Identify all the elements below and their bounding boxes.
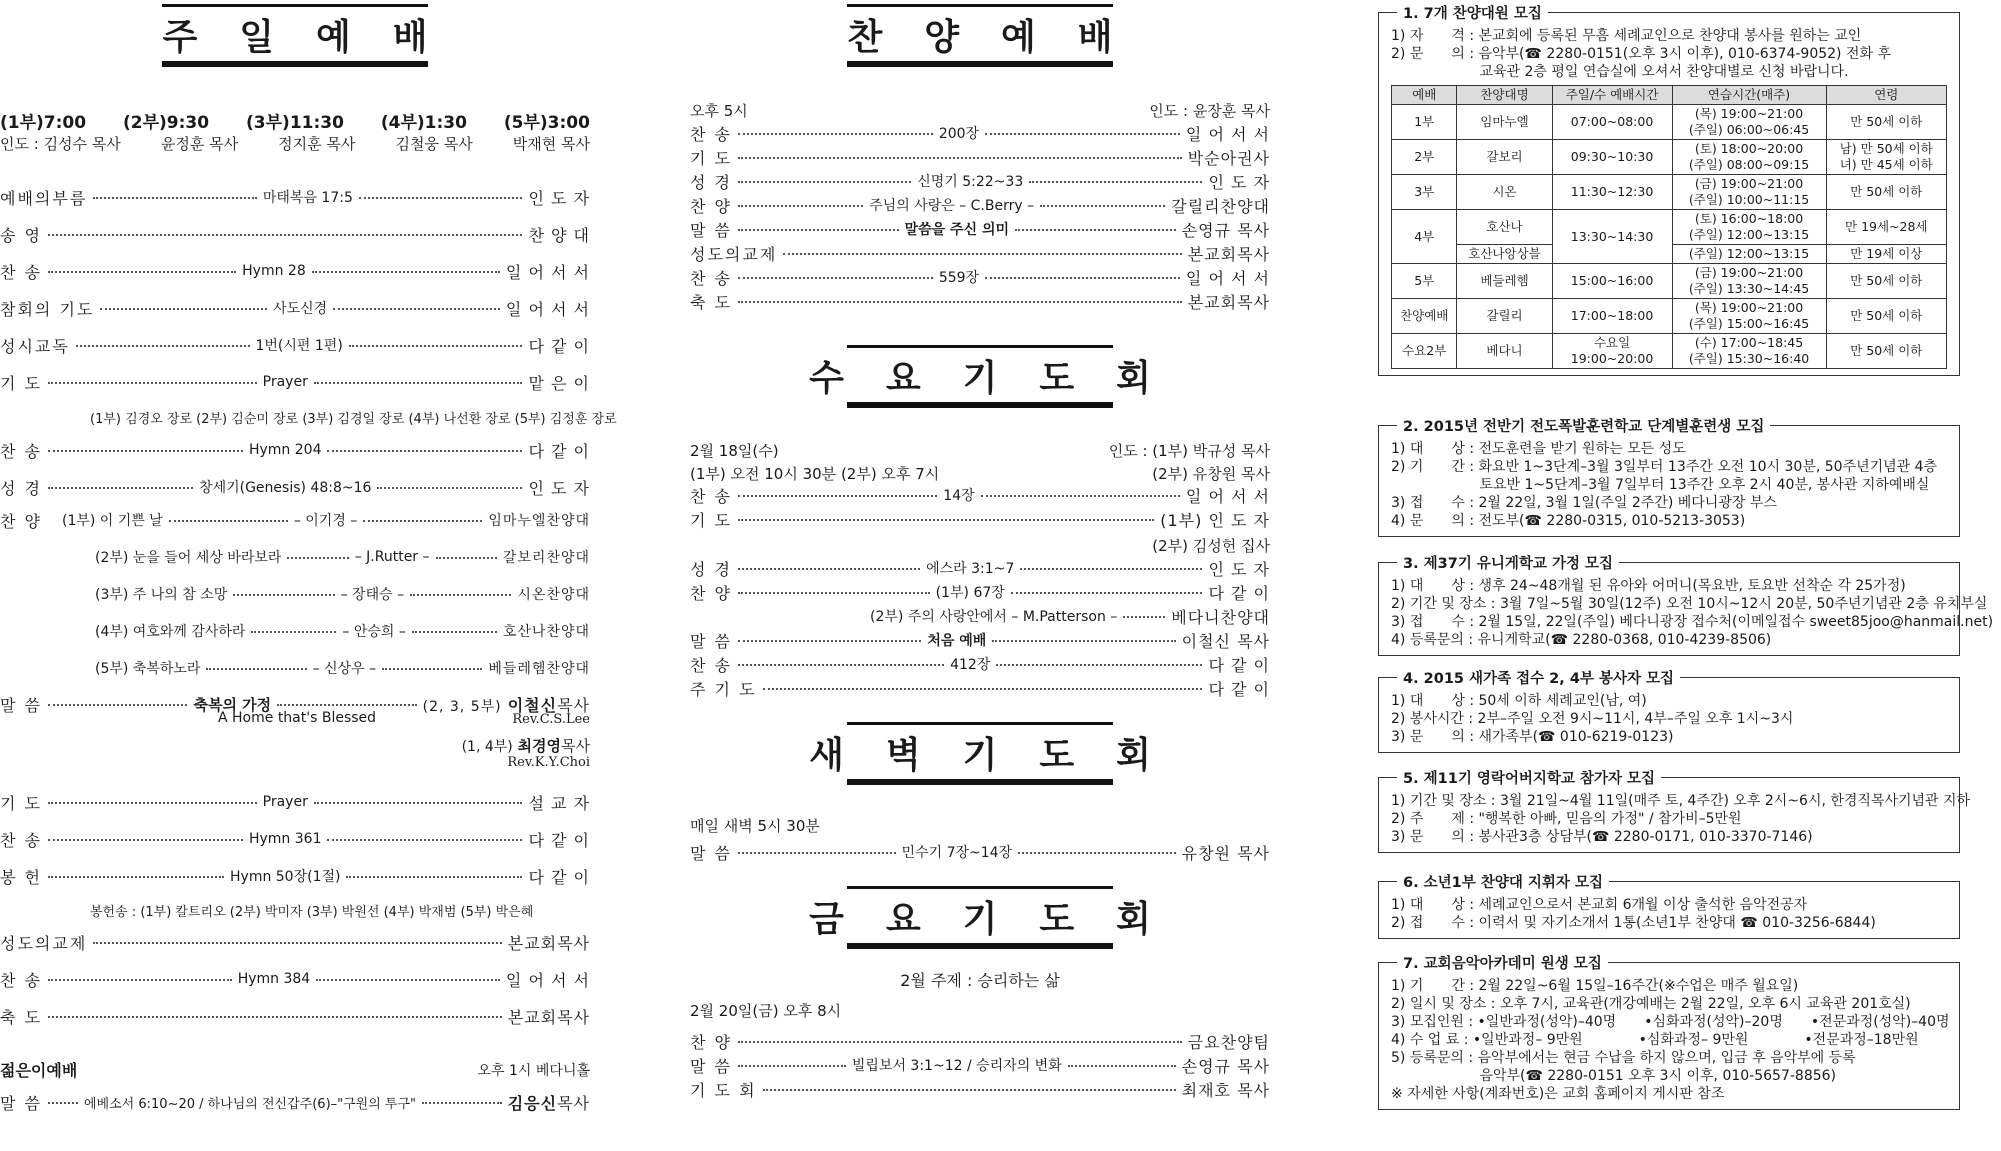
table-row bbox=[1392, 264, 1947, 299]
table-cell: 17:00~18:00 bbox=[1552, 299, 1672, 334]
table-cell: 남) 만 50세 이하 녀) 만 45세 이하 bbox=[1826, 140, 1946, 175]
sermon-title: 축복의 가정 bbox=[193, 695, 272, 714]
row-label: 주 기 도 bbox=[690, 679, 757, 699]
anthem-composer: – 안승희 – bbox=[342, 624, 406, 640]
notice-line: 3) 접 수 : 2월 15일, 22일(주일) 베다니광장 접수처(이메일접수 sweet85joo@hanmail.net) bbox=[1391, 614, 1994, 630]
notice-line: 3) 문 의 : 새가족부(☎ 010-6219-0123) bbox=[1391, 729, 1674, 745]
notice-line: 1) 기 간 : 2월 22일~6월 15일–16주간(※수업은 매주 월요일) bbox=[1391, 978, 1799, 994]
order-row bbox=[690, 580, 1270, 604]
row-leader: 이철신 목사 bbox=[1181, 631, 1270, 651]
leader-3: 정지훈 목사 bbox=[278, 135, 356, 153]
table-cell: (토) 16:00~18:00 (주일) 12:00~13:15 bbox=[1672, 210, 1826, 245]
middle-column bbox=[690, 0, 1270, 1151]
row-leader: 인 도 자 bbox=[1208, 172, 1270, 192]
row-content: 마태복음 17:5 bbox=[262, 190, 353, 206]
table-cell: 3부 bbox=[1392, 175, 1457, 210]
anthem-row bbox=[95, 619, 590, 643]
order-row bbox=[690, 840, 1270, 864]
praise-leader: 인도 : 윤장훈 목사 bbox=[1149, 102, 1270, 120]
praise-title: 찬양예배 bbox=[847, 4, 1113, 67]
sermon-parts: (1, 4부) bbox=[461, 739, 513, 755]
order-row bbox=[690, 483, 1270, 507]
youth-service-time: 오후 1시 베다니홀 bbox=[477, 1063, 590, 1079]
table-row bbox=[1392, 105, 1947, 140]
prayer-list: (1부) 김경오 장로 (2부) 김순미 장로 (3부) 김경일 장로 (4부) 나선환 장로 (5부) 김정훈 장로 bbox=[90, 412, 617, 427]
service-times bbox=[0, 108, 590, 133]
notice-line: 2) 기 간 : 화요반 1~3단계–3월 3일부터 13주간 오전 10시 30분, 50주년기념관 4층 bbox=[1391, 459, 1938, 475]
table-cell: 1부 bbox=[1392, 105, 1457, 140]
row-leader: 본교회목사 bbox=[1187, 292, 1270, 312]
anthem-title: (3부) 주 나의 참 소망 bbox=[95, 587, 228, 603]
table-cell: 베다니 bbox=[1457, 334, 1552, 369]
row-label: 참회의 기도 bbox=[0, 299, 95, 319]
row-leader: 일 어 서 서 bbox=[505, 299, 590, 319]
order-row bbox=[0, 864, 590, 888]
anthem-row bbox=[95, 656, 590, 680]
notice-line: 3) 접 수 : 2월 22일, 3월 1일(주일 2주간) 베다니광장 부스 bbox=[1391, 495, 1777, 511]
order-row bbox=[0, 1004, 590, 1028]
anthem-title: (2부) 주의 사랑안에서 – M.Patterson – bbox=[870, 609, 1118, 625]
row-label: 성도의교제 bbox=[0, 933, 88, 953]
table-cell: 2부 bbox=[1392, 140, 1457, 175]
notice-line: 교육관 2층 평일 연습실에 오셔서 찬양대별로 신청 바랍니다. bbox=[1391, 64, 1849, 80]
row-content: 주님의 사랑은 – C.Berry – bbox=[869, 198, 1035, 214]
row-label: 말 씀 bbox=[0, 1093, 42, 1113]
table-cell: 만 19세 이상 bbox=[1826, 245, 1946, 264]
notice-line: 1) 기간 및 장소 : 3월 21일~4월 11일(매주 토, 4주간) 오후 2시~6시, 한경직목사기념관 지하 bbox=[1391, 793, 1971, 809]
anthem-title: (2부) 눈을 들어 세상 바라보라 bbox=[95, 550, 282, 566]
table-cell: 시온 bbox=[1457, 175, 1552, 210]
leader-5: 박재현 목사 bbox=[512, 135, 590, 153]
notice-choir-conductor bbox=[1378, 875, 1960, 939]
order-row bbox=[0, 930, 590, 954]
preacher-title: 목사 bbox=[557, 695, 590, 715]
row-leader: 본교회목사 bbox=[507, 933, 590, 953]
notice-new-family-volunteers bbox=[1378, 671, 1960, 753]
row-content: 200장 bbox=[938, 126, 980, 142]
row-content: 1번(시편 1편) bbox=[255, 338, 343, 354]
row-leader: (1부) 인 도 자 bbox=[1160, 510, 1270, 530]
row-label: 송 영 bbox=[0, 225, 42, 245]
row-label: 찬 송 bbox=[690, 124, 732, 144]
order-row bbox=[690, 628, 1270, 652]
notice-line: 3) 모집인원 : •일반과정(성악)–40명 •심화과정(성악)–20명 •전문과정(성악)–40명 bbox=[1391, 1014, 1950, 1030]
leader-2: 윤정훈 목사 bbox=[160, 135, 239, 153]
table-header: 주일/수 예배시간 bbox=[1552, 86, 1672, 105]
table-cell: 갈보리 bbox=[1457, 140, 1552, 175]
notice-line: 1) 대 상 : 50세 이하 세례교인(남, 여) bbox=[1391, 693, 1647, 709]
preacher-en: Rev.K.Y.Choi bbox=[507, 755, 590, 770]
table-cell: 만 19세~28세 bbox=[1826, 210, 1946, 245]
table-cell: (목) 19:00~21:00 (주일) 15:00~16:45 bbox=[1672, 299, 1826, 334]
row-label: 기 도 bbox=[0, 373, 42, 393]
leader-1: 인도 : 김성수 목사 bbox=[0, 135, 121, 153]
dawn-title: 새벽기도회 bbox=[847, 722, 1113, 785]
row-label: 찬 송 bbox=[0, 262, 42, 282]
anthem-title: (5부) 축복하노라 bbox=[95, 661, 201, 677]
row-label: 성 경 bbox=[690, 559, 732, 579]
row-content: (1부) 67장 bbox=[935, 585, 1005, 601]
wednesday-prayer-2: (2부) 김성헌 집사 bbox=[1152, 537, 1270, 555]
row-leader: 본교회목사 bbox=[1187, 244, 1270, 264]
row-label: 말 씀 bbox=[690, 1056, 732, 1076]
row-content: Prayer bbox=[262, 794, 308, 810]
row-label: 성시교독 bbox=[0, 336, 70, 356]
row-label: 말 씀 bbox=[0, 695, 42, 715]
notice-line: 4) 등록문의 : 유니게학교(☎ 2280-0368, 010-4239-8506) bbox=[1391, 632, 1772, 648]
youth-sermon-row bbox=[0, 1090, 590, 1114]
table-cell: (금) 19:00~21:00 (주일) 10:00~11:15 bbox=[1672, 175, 1826, 210]
order-row bbox=[690, 676, 1270, 700]
row-leader: 찬 양 대 bbox=[528, 225, 590, 245]
notice-eunice-school bbox=[1378, 556, 1994, 656]
table-cell: 만 50세 이하 bbox=[1826, 264, 1946, 299]
notice-line: 2) 봉사시간 : 2부–주일 오전 9시~11시, 4부–주일 오후 1시~3시 bbox=[1391, 711, 1794, 727]
table-cell: 만 50세 이하 bbox=[1826, 105, 1946, 140]
table-header: 예배 bbox=[1392, 86, 1457, 105]
notice-line: 음악부(☎ 2280-0151 오후 3시 이후, 010-5657-8856) bbox=[1391, 1068, 1837, 1084]
table-row bbox=[1392, 175, 1947, 210]
row-label: 축 도 bbox=[690, 292, 732, 312]
row-content: Hymn 204 bbox=[248, 442, 322, 458]
notice-heading: 2. 2015년 전반기 전도폭발훈련학교 단계별훈련생 모집 bbox=[1397, 415, 1770, 436]
row-leader: 다 같 이 bbox=[528, 830, 590, 850]
table-cell: 5부 bbox=[1392, 264, 1457, 299]
notices-column bbox=[1378, 0, 1994, 1151]
notice-line: 1) 대 상 : 생후 24~48개월 된 유아와 어머니(목요반, 토요반 선착순 각 25가정) bbox=[1391, 578, 1906, 594]
row-label: 찬 양 bbox=[0, 511, 42, 531]
row-label: 성 경 bbox=[690, 172, 732, 192]
row-content: 말씀을 주신 의미 bbox=[904, 222, 1010, 238]
leader-4: 김철웅 목사 bbox=[395, 135, 473, 153]
table-cell: 만 50세 이하 bbox=[1826, 299, 1946, 334]
time-1: (1부)7:00 bbox=[0, 113, 87, 133]
order-row bbox=[690, 507, 1270, 531]
table-cell: 07:00~08:00 bbox=[1552, 105, 1672, 140]
order-row bbox=[0, 259, 590, 283]
time-4: (4부)1:30 bbox=[380, 113, 467, 133]
table-cell: (수) 17:00~18:45 (주일) 15:30~16:40 bbox=[1672, 334, 1826, 369]
preacher-name: 김응신 bbox=[507, 1093, 558, 1113]
order-row bbox=[0, 333, 590, 357]
preacher-en: Rev.C.S.Lee bbox=[512, 712, 590, 727]
sunday-service-column bbox=[0, 0, 617, 1151]
notice-music-academy bbox=[1378, 956, 1960, 1110]
row-leader: 설 교 자 bbox=[528, 793, 590, 813]
anthem-row bbox=[95, 545, 590, 569]
preacher-name: 최경영 bbox=[517, 737, 562, 755]
order-row bbox=[0, 438, 590, 462]
row-leader: 맡 은 이 bbox=[528, 373, 590, 393]
row-label: 성 경 bbox=[0, 478, 42, 498]
order-row bbox=[690, 121, 1270, 145]
row-label: 찬 송 bbox=[690, 655, 732, 675]
table-cell: 수요2부 bbox=[1392, 334, 1457, 369]
row-leader: 금요찬양팀 bbox=[1187, 1032, 1270, 1052]
anthem-composer: – 장태승 – bbox=[340, 587, 405, 603]
anthem-choir: 임마누엘찬양대 bbox=[488, 513, 590, 529]
order-row bbox=[0, 790, 590, 814]
anthem-row bbox=[95, 582, 590, 606]
table-cell: (토) 18:00~20:00 (주일) 08:00~09:15 bbox=[1672, 140, 1826, 175]
youth-service-title: 젊은이예배 bbox=[0, 1061, 78, 1080]
notice-evangelism-school bbox=[1378, 419, 1960, 537]
notice-line: ※ 자세한 사항(계좌번호)은 교회 홈페이지 게시판 참조 bbox=[1391, 1086, 1725, 1102]
row-leader: 인 도 자 bbox=[528, 188, 590, 208]
row-content: 14장 bbox=[943, 488, 975, 504]
notice-line: 2) 주 제 : "행복한 아빠, 믿음의 가정" / 참가비–5만원 bbox=[1391, 811, 1742, 827]
row-label: 찬 양 bbox=[690, 196, 732, 216]
row-label: 기 도 회 bbox=[690, 1080, 757, 1100]
preacher-name: 이철신 bbox=[507, 695, 558, 715]
row-label: 찬 송 bbox=[0, 830, 42, 850]
row-leader: 인 도 자 bbox=[1208, 559, 1270, 579]
row-leader: 일 어 서 서 bbox=[505, 970, 590, 990]
row-leader: 일 어 서 서 bbox=[1185, 486, 1270, 506]
notice-heading: 1. 7개 찬양대원 모집 bbox=[1397, 2, 1548, 23]
notice-choir-recruitment bbox=[1378, 6, 1960, 376]
notice-line: 4) 수 업 료 : •일반과정– 9만원 •심화과정– 9만원 •전문과정–18만원 bbox=[1391, 1032, 1919, 1048]
row-label: 찬 송 bbox=[690, 486, 732, 506]
table-cell: 15:00~16:00 bbox=[1552, 264, 1672, 299]
anthem-row bbox=[870, 604, 1270, 628]
order-row bbox=[0, 827, 590, 851]
row-label: 찬 송 bbox=[690, 268, 732, 288]
table-cell: 만 50세 이하 bbox=[1826, 175, 1946, 210]
table-cell: 09:30~10:30 bbox=[1552, 140, 1672, 175]
row-content: 사도신경 bbox=[273, 301, 328, 317]
table-cell: 만 50세 이하 bbox=[1826, 334, 1946, 369]
order-row bbox=[690, 145, 1270, 169]
row-leader: 갈릴리찬양대 bbox=[1171, 196, 1270, 216]
notice-line: 2) 기간 및 장소 : 3월 7일~5월 30일(12주) 오전 10시~12시 20분, 50주년기념관 2층 유치부실 bbox=[1391, 596, 1988, 612]
row-label: 찬 송 bbox=[0, 441, 42, 461]
row-leader: 다 같 이 bbox=[528, 441, 590, 461]
anthem-choir: 베다니찬양대 bbox=[1171, 607, 1270, 627]
row-content: Hymn 50장(1절) bbox=[230, 869, 341, 885]
friday-title: 금요기도회 bbox=[847, 886, 1113, 949]
table-cell: (금) 19:00~21:00 (주일) 13:30~14:45 bbox=[1672, 264, 1826, 299]
row-content: 에베소서 6:10~20 / 하나님의 전신갑주(6)–"구원의 투구" bbox=[84, 1096, 417, 1112]
notice-line: 2) 일시 및 장소 : 오후 7시, 교육관(개강예배는 2월 22일, 오후 6시 교육관 201호실) bbox=[1391, 996, 1911, 1012]
row-label: 찬 양 bbox=[690, 1032, 732, 1052]
notice-heading: 4. 2015 새가족 접수 2, 4부 봉사자 모집 bbox=[1397, 667, 1680, 688]
order-row bbox=[690, 652, 1270, 676]
row-content: 민수기 7장~14장 bbox=[901, 845, 1013, 861]
row-label: 말 씀 bbox=[690, 843, 732, 863]
dawn-time: 매일 새벽 5시 30분 bbox=[690, 817, 820, 835]
order-row bbox=[690, 289, 1270, 313]
table-row bbox=[1392, 210, 1947, 245]
table-cell: 4부 bbox=[1392, 210, 1457, 264]
row-label: 봉 헌 bbox=[0, 867, 42, 887]
praise-time: 오후 5시 bbox=[690, 102, 748, 120]
row-leader: 박순아권사 bbox=[1187, 148, 1270, 168]
notice-line: 1) 자 격 : 본교회에 등록된 무흠 세례교인으로 찬양대 봉사를 원하는 교인 bbox=[1391, 28, 1862, 44]
table-cell: (주일) 12:00~13:15 bbox=[1672, 245, 1826, 264]
notice-line: 1) 대 상 : 세례교인으로서 본교회 6개월 이상 출석한 음악전공자 bbox=[1391, 897, 1808, 913]
row-label: 말 씀 bbox=[690, 220, 732, 240]
anthem-title: (4부) 여호와께 감사하라 bbox=[95, 624, 246, 640]
notice-line: 5) 등록문의 : 음악부에서는 현금 수납을 하지 않으며, 입금 후 음악부에 등록 bbox=[1391, 1050, 1856, 1066]
order-row bbox=[690, 217, 1270, 241]
notice-heading: 7. 교회음악아카데미 원생 모집 bbox=[1397, 952, 1608, 973]
row-label: 예배의부름 bbox=[0, 188, 88, 208]
row-label: 기 도 bbox=[0, 793, 42, 813]
anthem-composer: – 신상우 – bbox=[312, 661, 377, 677]
row-leader: 최재호 목사 bbox=[1181, 1080, 1270, 1100]
row-leader: 다 같 이 bbox=[1208, 679, 1270, 699]
row-label: 성도의교제 bbox=[690, 244, 778, 264]
notice-heading: 5. 제11기 영락어버지학교 참가자 모집 bbox=[1397, 767, 1661, 788]
row-leader: 다 같 이 bbox=[1208, 583, 1270, 603]
anthem-choir: 갈보리찬양대 bbox=[502, 550, 590, 566]
table-row bbox=[1392, 334, 1947, 369]
row-leader: 일 어 서 서 bbox=[505, 262, 590, 282]
row-leader: 손영규 목사 bbox=[1181, 220, 1270, 240]
anthem-composer: – 이기경 – bbox=[293, 513, 358, 529]
table-cell: 수요일 19:00~20:00 bbox=[1552, 334, 1672, 369]
row-label: 찬 송 bbox=[0, 970, 42, 990]
sermon-row-2 bbox=[462, 735, 590, 756]
sermon-parts: (2, 3, 5부) bbox=[422, 698, 502, 715]
order-row bbox=[690, 1077, 1270, 1101]
notice-heading: 3. 제37기 유니게학교 가정 모집 bbox=[1397, 552, 1619, 573]
row-label: 기 도 bbox=[690, 510, 732, 530]
row-content: Hymn 28 bbox=[242, 263, 306, 279]
table-header: 연령 bbox=[1826, 86, 1946, 105]
row-leader: 다 같 이 bbox=[528, 867, 590, 887]
preacher-title: 목사 bbox=[561, 737, 590, 755]
order-row bbox=[690, 169, 1270, 193]
table-cell: 11:30~12:30 bbox=[1552, 175, 1672, 210]
notice-line: 2) 접 수 : 이력서 및 자기소개서 1통(소년1부 찬양대 ☎ 010-3256-6844) bbox=[1391, 915, 1876, 931]
table-cell: 찬양예배 bbox=[1392, 299, 1457, 334]
wednesday-leader-1: 인도 : (1부) 박규성 목사 bbox=[1108, 442, 1270, 460]
notice-line: 토요반 1~5단계–3월 7일부터 13주간 오후 2시 40분, 봉사관 지하예배실 bbox=[1391, 477, 1930, 493]
row-leader: 손영규 목사 bbox=[1181, 1056, 1270, 1076]
order-row bbox=[690, 556, 1270, 580]
anthem-row bbox=[0, 508, 590, 532]
anthem-choir: 호산나찬양대 bbox=[502, 624, 590, 640]
row-leader: 유창원 목사 bbox=[1181, 843, 1270, 863]
anthem-choir: 시온찬양대 bbox=[517, 587, 590, 603]
choir-table bbox=[1391, 85, 1947, 369]
order-row bbox=[0, 185, 590, 209]
row-label: 축 도 bbox=[0, 1007, 42, 1027]
notice-line: 3) 문 의 : 봉사관3층 상담부(☎ 2280-0171, 010-3370-7146) bbox=[1391, 829, 1813, 845]
row-content: 신명기 5:22~33 bbox=[917, 174, 1024, 190]
row-leader: 일 어 서 서 bbox=[1185, 268, 1270, 288]
sunday-title: 주일예배 bbox=[162, 4, 428, 67]
notice-heading: 6. 소년1부 찬양대 지휘자 모집 bbox=[1397, 871, 1609, 892]
table-cell: 임마누엘 bbox=[1457, 105, 1552, 140]
time-5: (5부)3:00 bbox=[503, 113, 590, 133]
order-row bbox=[690, 1029, 1270, 1053]
row-content: 에스라 3:1~7 bbox=[926, 561, 1015, 577]
friday-date: 2월 20일(금) 오후 8시 bbox=[690, 1002, 842, 1020]
notice-line: 1) 대 상 : 전도훈련을 받기 원하는 모든 성도 bbox=[1391, 441, 1686, 457]
row-content: 412장 bbox=[950, 657, 991, 673]
row-content: 559장 bbox=[938, 270, 980, 286]
order-row bbox=[690, 1053, 1270, 1077]
table-cell: 갈릴리 bbox=[1457, 299, 1552, 334]
row-leader: 다 같 이 bbox=[528, 336, 590, 356]
row-content: Hymn 384 bbox=[237, 971, 311, 987]
anthem-choir: 베들레헴찬양대 bbox=[488, 661, 590, 677]
table-cell: 호산나 bbox=[1457, 210, 1552, 245]
order-row bbox=[0, 296, 590, 320]
preacher-title: 목사 bbox=[557, 1093, 590, 1113]
row-label: 말 씀 bbox=[690, 631, 732, 651]
notice-line: 4) 문 의 : 전도부(☎ 2280-0315, 010-5213-3053) bbox=[1391, 513, 1746, 529]
table-cell: (목) 19:00~21:00 (주일) 06:00~06:45 bbox=[1672, 105, 1826, 140]
table-header-row bbox=[1392, 86, 1947, 105]
service-leaders bbox=[0, 133, 590, 154]
row-label: 찬 양 bbox=[690, 583, 732, 603]
row-leader: 다 같 이 bbox=[1208, 655, 1270, 675]
order-row bbox=[0, 967, 590, 991]
wednesday-title: 수요기도회 bbox=[847, 345, 1113, 408]
anthem-composer: – J.Rutter – bbox=[354, 549, 430, 565]
order-row bbox=[0, 222, 590, 246]
table-row bbox=[1392, 299, 1947, 334]
table-row bbox=[1392, 140, 1947, 175]
wednesday-date: 2월 18일(수) bbox=[690, 442, 779, 460]
row-content: 처음 예배 bbox=[927, 633, 987, 649]
wednesday-session: (1부) 오전 10시 30분 (2부) 오후 7시 bbox=[690, 465, 940, 483]
table-header: 찬양대명 bbox=[1457, 86, 1552, 105]
row-label: 기 도 bbox=[690, 148, 732, 168]
order-row bbox=[690, 241, 1270, 265]
wednesday-leader-2: (2부) 유창원 목사 bbox=[1152, 465, 1270, 483]
notice-line: 2) 문 의 : 음악부(☎ 2280-0151(오후 3시 이후), 010-6374-9052) 전화 후 bbox=[1391, 46, 1891, 62]
table-header: 연습시간(매주) bbox=[1672, 86, 1826, 105]
sermon-title-en: A Home that's Blessed bbox=[218, 710, 377, 726]
row-content: Hymn 361 bbox=[248, 831, 322, 847]
friday-theme: 2월 주제 : 승리하는 삶 bbox=[900, 971, 1060, 990]
time-2: (2부)9:30 bbox=[123, 113, 210, 133]
order-row bbox=[690, 193, 1270, 217]
row-leader: 인 도 자 bbox=[528, 478, 590, 498]
order-row bbox=[0, 370, 590, 394]
table-cell: 호산나앙상블 bbox=[1457, 245, 1552, 264]
row-content: 창세기(Genesis) 48:8~16 bbox=[199, 480, 372, 496]
row-leader: 일 어 서 서 bbox=[1185, 124, 1270, 144]
row-leader: 본교회목사 bbox=[507, 1007, 590, 1027]
row-content: 빌립보서 3:1~12 / 승리자의 변화 bbox=[851, 1058, 1062, 1074]
table-cell: 베들레헴 bbox=[1457, 264, 1552, 299]
time-3: (3부)11:30 bbox=[246, 113, 344, 133]
row-content: Prayer bbox=[262, 374, 308, 390]
offering-list: 봉헌송 : (1부) 칼트리오 (2부) 박미자 (3부) 박원선 (4부) 박재범 (5부) 박은혜 bbox=[90, 905, 534, 920]
notice-fathers-school bbox=[1378, 771, 1971, 853]
table-cell: 13:30~14:30 bbox=[1552, 210, 1672, 264]
anthem-title: (1부) 이 기쁜 날 bbox=[62, 513, 163, 529]
order-row bbox=[0, 475, 590, 499]
order-row bbox=[690, 265, 1270, 289]
